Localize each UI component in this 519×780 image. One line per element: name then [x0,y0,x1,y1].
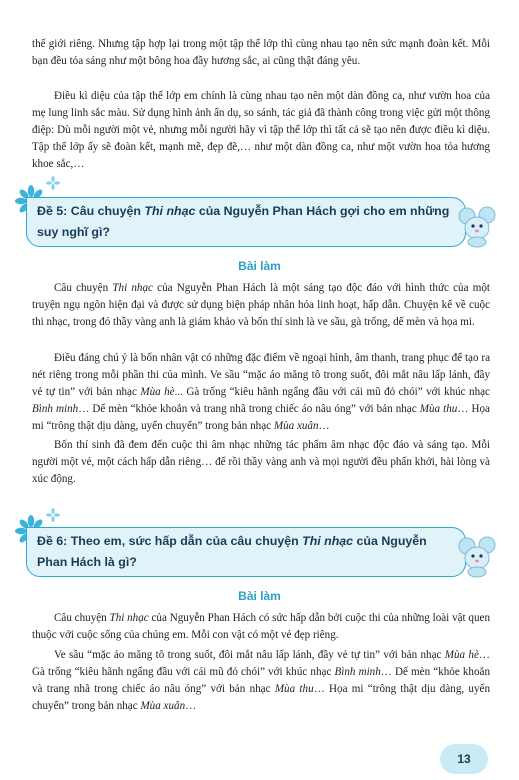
flower-icon [46,176,60,190]
answer-6-label: Bài làm [238,589,281,603]
answer-6-paragraph-1: Câu chuyện Thi nhạc của Nguyễn Phan Hách có sức hấp dẫn bởi cuộc thi của những loài vật quen thuộc với cuộc sống của chúng em. Mỗi con vật có một vẻ đẹp riêng. [32,612,490,641]
question-5-heading: Đề 5: Câu chuyện Thi nhạc của Nguyễn Phan Hách gợi cho em những suy nghĩ gì? [37,204,450,239]
answer-5-paragraph-3: Bốn thí sinh đã đem đến cuộc thi âm nhạc những tác phẩm âm nhạc độc đáo và sáng tạo. Mỗi người một vẻ, một cách hấp dẫn riêng… để rồi thầy vàng anh và mọi người đều phấn khởi, hài lòng và xúc động. [32,439,490,485]
answer-5-label: Bài làm [238,259,281,273]
question-6-heading: Đề 6: Theo em, sức hấp dẫn của câu chuyện Thi nhạc của Nguyễn Phan Hách là gì? [37,534,427,569]
question-6-box [26,527,466,577]
mouse-icon [456,204,500,248]
page-number: 13 [440,744,488,774]
flower-icon [46,508,60,522]
mouse-icon [456,534,500,578]
answer-5-paragraph-1: Câu chuyện Thi nhạc của Nguyễn Phan Hách là một sáng tạo độc đáo với hình thức của một truyện ngụ ngôn hiện đại và được sử dụng biện pháp nhân hóa linh hoạt, hấp dẫn. Chuyện kể về cuộc thi nhạc, trong đó thầy vàng anh là giám khảo và bốn thí sinh là ve sầu, gà trống, dế mèn và họa mi. [32,282,491,328]
answer-5-paragraph-2: Điều đáng chú ý là bốn nhân vật có những đặc điểm về ngoại hình, âm thanh, trang phục để tạo ra nét riêng trong mỗi phần thi của mình. Ve sầu “mặc áo măng tô trong suốt, đôi mắt nâu lấp lánh, đầy vẻ tự tin” với bản nhạc Mùa hè... Gà trống “kiêu hãnh ngẩng đầu với cái mũ đỏ chói” với khúc nhạc Bình minh… Dế mèn “khỏe khoắn và trang nhã trong chiếc áo nâu óng” với bản nhạc Mùa thu… Họa mi “trông thật dịu dàng, uyển chuyển” trong bản nhạc Mùa xuân… [32,352,490,432]
intro-paragraph-1: thế giới riêng. Nhưng tập hợp lại trong một tập thể lớp thì cùng nhau tạo nên sức mạnh đoàn kết. Mỗi bạn đều tỏa sáng như một bông hoa đầy hương sắc, ai cũng thật đáng yêu. [32,38,490,67]
answer-6-paragraph-2: Ve sầu “mặc áo măng tô trong suốt, đôi mắt nâu lấp lánh, đầy vẻ tự tin” với bản nhạc Mùa hè… Gà trống “kiêu hãnh ngẩng đầu với cái mũ đỏ chói” với khúc nhạc Bình minh… Dế mèn “khỏe khoắn và trang nhã trong chiếc áo nâu óng” với bản nhạc Mùa thu… Họa mi “trông thật dịu dàng, uyển chuyển” trong bản nhạc Mùa xuân… [32,649,490,712]
question-5-box [26,197,466,247]
intro-paragraph-2: Điều kì diệu của tập thể lớp em chính là cùng nhau tạo nên một dàn đồng ca, như vườn hoa của mẹ lung linh sắc màu. Sử dụng hình ảnh ẩn dụ, so sánh, tác giả đã thành công trong việc gửi một thông điệp: Dù mỗi người một vẻ, nhưng mỗi người hãy vì tập thể lớp thì tất cả sẽ tạo nên được điều kì diệu. Tập thể lớp ấy sẽ đoàn kết, mạnh mẽ, đẹp đẽ,… như một dàn đồng ca, như một vườn hoa tỏa hương khoe sắc,… [32,90,490,170]
